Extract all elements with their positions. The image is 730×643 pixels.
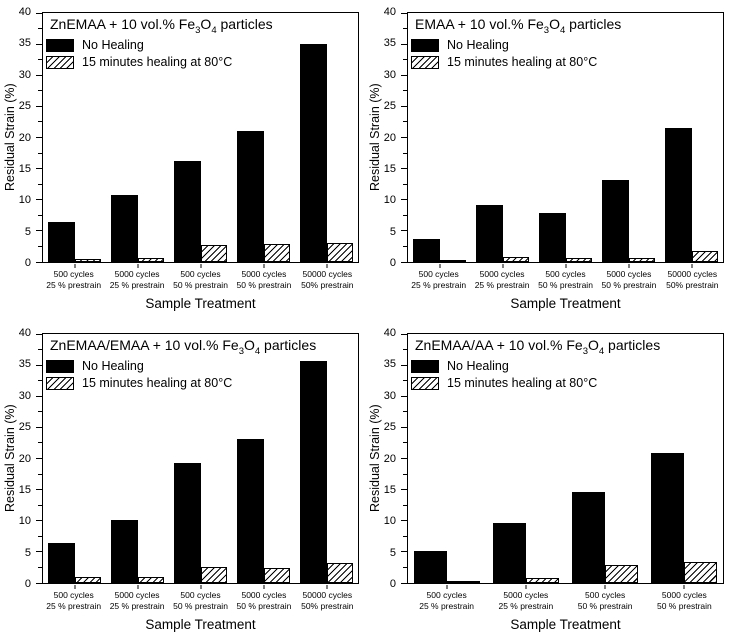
y-tick-label: 5 — [389, 546, 396, 559]
bar-healed — [201, 245, 227, 262]
y-major-tick — [36, 168, 42, 169]
category-label-line: 25 % prestrain — [411, 280, 467, 291]
title-text: ZnEMAA/EMAA + 10 vol.% Fe — [50, 337, 239, 353]
category-label-line: 50 % prestrain — [236, 280, 292, 291]
category-label — [42, 590, 105, 613]
category-label-line: 500 cycles — [418, 269, 459, 279]
y-tick-label: 25 — [383, 100, 396, 113]
y-major-tick — [36, 551, 42, 552]
category-label-line: 500 cycles — [545, 269, 586, 279]
y-minor-tick — [38, 442, 42, 443]
y-major-tick — [36, 365, 42, 366]
title-text: O — [243, 337, 255, 353]
title-subscript: 4 — [211, 24, 217, 36]
y-axis-label: Residual Strain (%) — [368, 404, 382, 513]
title-text: O — [549, 16, 560, 32]
y-minor-tick — [38, 90, 42, 91]
title-text: O — [587, 337, 599, 353]
bar-no-healing — [111, 195, 137, 262]
bar-no-healing — [651, 453, 684, 583]
y-tick-label: 25 — [18, 421, 31, 434]
x-axis-tick — [74, 264, 75, 268]
category-label — [407, 269, 470, 292]
y-tick-labels — [0, 6, 33, 269]
category-label-line: 5000 cycles — [241, 269, 287, 279]
y-major-tick — [401, 168, 407, 169]
bar-no-healing — [48, 543, 74, 583]
y-tick-label: 5 — [389, 225, 396, 238]
y-major-tick — [36, 489, 42, 490]
category-label-line: 5000 cycles — [241, 590, 287, 600]
y-minor-tick — [403, 215, 407, 216]
category-label-line: 50 % prestrain — [656, 601, 712, 612]
bar-healed — [327, 563, 353, 583]
bar-healed — [440, 260, 466, 262]
category-label-line: 500 cycles — [426, 590, 467, 600]
x-axis-tick — [200, 585, 201, 589]
y-major-tick — [36, 44, 42, 45]
bar-healed — [692, 251, 718, 262]
x-axis-tick — [439, 264, 440, 268]
y-minor-tick — [403, 246, 407, 247]
category-label — [661, 269, 724, 292]
bar-group — [106, 334, 169, 583]
category-labels — [42, 269, 359, 292]
x-axis-tick — [200, 264, 201, 268]
y-tick-label: 30 — [383, 389, 396, 402]
category-label — [232, 590, 295, 613]
bar-group — [169, 13, 232, 262]
category-label-line: 50 % prestrain — [236, 601, 292, 612]
category-label — [42, 269, 105, 292]
y-tick-label: 35 — [18, 37, 31, 50]
y-major-tick — [401, 583, 407, 584]
bar-healed — [526, 578, 559, 583]
y-major-tick — [401, 365, 407, 366]
chart-panel-znemaa-emaa — [0, 321, 365, 643]
bar-no-healing — [300, 44, 326, 262]
bar-no-healing — [414, 551, 447, 583]
y-tick-label: 20 — [18, 452, 31, 465]
bar-group — [232, 334, 295, 583]
y-major-tick — [36, 520, 42, 521]
x-axis-tick — [683, 585, 684, 589]
x-axis-label: Sample Treatment — [510, 617, 621, 632]
category-label-line: 50 % prestrain — [577, 601, 633, 612]
y-major-tick — [36, 583, 42, 584]
title-subscript: 3 — [543, 24, 550, 36]
title-subscript: 3 — [238, 345, 244, 357]
bar-group — [644, 334, 723, 583]
y-minor-tick — [38, 153, 42, 154]
y-minor-tick — [38, 121, 42, 122]
y-tick-label: 15 — [18, 162, 31, 175]
x-axis-tick — [137, 264, 138, 268]
category-label-line: 25 % prestrain — [474, 280, 530, 291]
category-label-line: 5000 cycles — [114, 590, 160, 600]
y-minor-tick — [38, 184, 42, 185]
category-label-line: 50 % prestrain — [173, 601, 228, 612]
y-minor-tick — [38, 536, 42, 537]
category-label-line: 50% prestrain — [666, 280, 719, 291]
category-label-line: 5000 cycles — [114, 269, 160, 279]
bar-no-healing — [665, 128, 691, 262]
x-axis-tick — [604, 585, 605, 589]
y-minor-tick — [403, 28, 407, 29]
y-major-tick — [401, 396, 407, 397]
plot-area — [42, 12, 359, 263]
title-text: particles — [604, 337, 661, 353]
bar-healed — [75, 259, 101, 262]
category-label-line: 500 cycles — [180, 590, 221, 600]
y-minor-tick — [38, 28, 42, 29]
category-label — [296, 269, 359, 292]
bar-no-healing — [174, 161, 200, 262]
y-tick-label: 0 — [24, 257, 31, 269]
title-text: ZnEMAA/AA + 10 vol.% Fe — [415, 337, 583, 353]
y-tick-labels — [0, 327, 33, 590]
category-label-line: 50000 cycles — [667, 269, 718, 279]
bar-group — [660, 13, 723, 262]
y-minor-tick — [38, 349, 42, 350]
category-label-line: 50 % prestrain — [173, 280, 228, 291]
category-label — [105, 269, 168, 292]
bar-healed — [75, 577, 101, 583]
y-tick-labels — [365, 6, 398, 269]
category-label — [597, 269, 660, 292]
y-major-tick — [36, 427, 42, 428]
category-label-line: 25 % prestrain — [46, 280, 102, 291]
y-axis-label: Residual Strain (%) — [368, 83, 382, 192]
category-label-line: 500 cycles — [53, 269, 94, 279]
y-minor-tick — [403, 90, 407, 91]
category-label-line: 5000 cycles — [503, 590, 549, 600]
y-major-tick — [401, 489, 407, 490]
chart-panel-znemaa — [0, 0, 365, 321]
bar-healed — [605, 565, 638, 583]
y-major-tick — [36, 230, 42, 231]
bar-groups — [408, 13, 723, 262]
bar-no-healing — [413, 239, 439, 262]
y-minor-tick — [38, 215, 42, 216]
x-axis-tick — [565, 264, 566, 268]
y-major-tick — [401, 199, 407, 200]
legend-label: 15 minutes healing at 80°C — [447, 376, 598, 390]
bar-group — [43, 13, 106, 262]
category-label-line: 25 % prestrain — [419, 601, 475, 612]
chart-panel-znemaa-aa — [365, 321, 730, 643]
x-axis-tick — [74, 585, 75, 589]
y-major-tick — [36, 262, 42, 263]
y-tick-label: 0 — [389, 578, 396, 590]
bar-healed — [327, 243, 353, 262]
y-minor-tick — [403, 349, 407, 350]
category-label — [407, 590, 486, 613]
bar-healed — [503, 257, 529, 262]
category-labels — [42, 590, 359, 613]
plot-area — [407, 333, 724, 584]
bar-group — [408, 334, 487, 583]
category-label-line: 5000 cycles — [606, 269, 652, 279]
y-major-tick — [401, 262, 407, 263]
y-tick-label: 5 — [24, 546, 31, 559]
title-text: EMAA + 10 vol.% Fe — [415, 16, 544, 32]
y-minor-tick — [38, 411, 42, 412]
bar-group — [487, 334, 566, 583]
bar-no-healing — [237, 131, 263, 262]
bar-group — [106, 13, 169, 262]
title-text: particles — [216, 16, 273, 32]
y-major-tick — [36, 13, 42, 14]
legend-label: No Healing — [82, 38, 144, 52]
y-major-tick — [36, 199, 42, 200]
bar-group — [534, 13, 597, 262]
bar-healed — [138, 258, 164, 262]
category-label — [105, 590, 168, 613]
legend-label: No Healing — [447, 38, 509, 52]
x-axis-tick — [263, 585, 264, 589]
y-major-tick — [36, 137, 42, 138]
x-axis-label: Sample Treatment — [510, 296, 621, 311]
category-label-line: 50% prestrain — [301, 601, 354, 612]
x-axis-tick — [526, 585, 527, 589]
category-label — [232, 269, 295, 292]
title-text: ZnEMAA + 10 vol.% Fe — [50, 16, 196, 32]
y-major-tick — [401, 334, 407, 335]
bar-group — [169, 334, 232, 583]
category-label — [566, 590, 645, 613]
y-tick-label: 35 — [383, 37, 396, 50]
title-subscript: 4 — [254, 345, 261, 357]
y-tick-label: 25 — [383, 421, 396, 434]
y-major-tick — [36, 334, 42, 335]
y-tick-label: 40 — [383, 6, 396, 18]
category-label-line: 25 % prestrain — [109, 601, 165, 612]
x-axis-tick — [691, 264, 692, 268]
y-axis-label: Residual Strain (%) — [3, 83, 17, 192]
category-label-line: 50 % prestrain — [538, 280, 593, 291]
title-subscript: 3 — [195, 24, 201, 36]
x-axis-tick — [628, 264, 629, 268]
y-major-tick — [36, 396, 42, 397]
bar-group — [295, 334, 358, 583]
y-tick-label: 20 — [18, 131, 31, 144]
y-minor-tick — [403, 380, 407, 381]
category-label-line: 50 % prestrain — [601, 280, 657, 291]
bar-group — [295, 13, 358, 262]
x-axis-tick — [263, 264, 264, 268]
y-major-tick — [36, 106, 42, 107]
category-label — [470, 269, 533, 292]
bar-healed — [264, 568, 290, 583]
category-label-line: 5000 cycles — [479, 269, 525, 279]
category-label-line: 500 cycles — [585, 590, 626, 600]
bar-healed — [201, 567, 227, 583]
y-tick-labels — [365, 327, 398, 590]
y-tick-label: 30 — [383, 68, 396, 81]
bar-group — [408, 13, 471, 262]
bar-healed — [447, 581, 480, 583]
y-major-tick — [401, 13, 407, 14]
plot-area — [407, 12, 724, 263]
y-tick-label: 10 — [383, 515, 396, 528]
category-label — [534, 269, 597, 292]
y-minor-tick — [38, 380, 42, 381]
bar-group — [43, 334, 106, 583]
y-major-tick — [401, 427, 407, 428]
title-text: particles — [260, 337, 317, 353]
y-major-tick — [401, 75, 407, 76]
category-label-line: 500 cycles — [180, 269, 221, 279]
bar-healed — [629, 258, 655, 262]
x-axis-tick — [447, 585, 448, 589]
x-axis-tick — [137, 585, 138, 589]
y-minor-tick — [403, 536, 407, 537]
y-minor-tick — [403, 59, 407, 60]
y-tick-label: 15 — [383, 162, 396, 175]
category-label-line: 25 % prestrain — [46, 601, 102, 612]
bar-no-healing — [48, 222, 74, 262]
y-major-tick — [401, 106, 407, 107]
y-tick-label: 30 — [18, 68, 31, 81]
y-minor-tick — [403, 442, 407, 443]
x-axis-label: Sample Treatment — [145, 617, 256, 632]
x-axis-label: Sample Treatment — [145, 296, 256, 311]
y-major-tick — [36, 75, 42, 76]
bar-no-healing — [476, 205, 502, 262]
x-axis-tick — [326, 264, 327, 268]
bar-no-healing — [300, 361, 326, 583]
y-tick-label: 10 — [18, 194, 31, 207]
category-label-line: 50000 cycles — [302, 590, 353, 600]
y-tick-label: 20 — [383, 131, 396, 144]
y-minor-tick — [403, 121, 407, 122]
y-major-tick — [401, 230, 407, 231]
bar-groups — [43, 334, 358, 583]
y-tick-label: 30 — [18, 389, 31, 402]
x-axis-tick — [502, 264, 503, 268]
bar-no-healing — [111, 520, 137, 583]
category-labels — [407, 269, 724, 292]
y-minor-tick — [403, 153, 407, 154]
y-tick-label: 15 — [18, 483, 31, 496]
bar-no-healing — [572, 492, 605, 584]
chart-panel-emaa — [365, 0, 730, 321]
x-axis-tick — [326, 585, 327, 589]
y-major-tick — [401, 458, 407, 459]
y-minor-tick — [403, 474, 407, 475]
category-label-line: 25 % prestrain — [498, 601, 554, 612]
bar-no-healing — [174, 463, 200, 583]
category-labels — [407, 590, 724, 613]
y-major-tick — [36, 458, 42, 459]
legend-label: 15 minutes healing at 80°C — [82, 376, 233, 390]
title-subscript: 4 — [559, 24, 566, 36]
y-tick-label: 0 — [24, 578, 31, 590]
y-tick-label: 40 — [18, 327, 31, 339]
y-tick-label: 5 — [24, 225, 31, 238]
category-label-line: 500 cycles — [53, 590, 94, 600]
y-minor-tick — [38, 505, 42, 506]
y-tick-label: 35 — [18, 358, 31, 371]
bar-healed — [264, 244, 290, 262]
bar-healed — [566, 258, 592, 262]
category-label — [169, 590, 232, 613]
y-major-tick — [401, 44, 407, 45]
bar-no-healing — [237, 439, 263, 583]
title-text: O — [200, 16, 212, 32]
bar-group — [566, 334, 645, 583]
bar-no-healing — [539, 213, 565, 262]
category-label-line: 25 % prestrain — [109, 280, 165, 291]
y-minor-tick — [38, 59, 42, 60]
bar-no-healing — [493, 523, 526, 583]
y-major-tick — [401, 551, 407, 552]
title-subscript: 4 — [598, 345, 605, 357]
y-minor-tick — [38, 474, 42, 475]
category-label-line: 5000 cycles — [661, 590, 707, 600]
y-minor-tick — [403, 411, 407, 412]
y-tick-label: 0 — [389, 257, 396, 269]
title-text: particles — [565, 16, 622, 32]
bar-no-healing — [602, 180, 628, 262]
bar-groups — [43, 13, 358, 262]
bar-healed — [684, 562, 717, 583]
y-axis-label: Residual Strain (%) — [3, 404, 17, 513]
y-minor-tick — [38, 567, 42, 568]
legend-label: 15 minutes healing at 80°C — [82, 55, 233, 69]
y-minor-tick — [403, 505, 407, 506]
y-tick-label: 40 — [18, 6, 31, 18]
category-label — [645, 590, 724, 613]
category-label-line: 50000 cycles — [302, 269, 353, 279]
y-tick-label: 10 — [18, 515, 31, 528]
category-label-line: 50% prestrain — [301, 280, 354, 291]
y-minor-tick — [403, 567, 407, 568]
bar-group — [471, 13, 534, 262]
legend-label: No Healing — [82, 359, 144, 373]
category-label — [296, 590, 359, 613]
category-label — [169, 269, 232, 292]
title-subscript: 3 — [582, 345, 588, 357]
y-minor-tick — [38, 246, 42, 247]
plot-area — [42, 333, 359, 584]
legend-label: 15 minutes healing at 80°C — [447, 55, 598, 69]
bar-groups — [408, 334, 723, 583]
y-major-tick — [401, 137, 407, 138]
bar-healed — [138, 577, 164, 583]
y-tick-label: 10 — [383, 194, 396, 207]
y-tick-label: 25 — [18, 100, 31, 113]
y-tick-label: 15 — [383, 483, 396, 496]
y-minor-tick — [403, 184, 407, 185]
bar-group — [597, 13, 660, 262]
y-tick-label: 35 — [383, 358, 396, 371]
y-tick-label: 40 — [383, 327, 396, 339]
legend-label: No Healing — [447, 359, 509, 373]
y-tick-label: 20 — [383, 452, 396, 465]
category-label — [486, 590, 565, 613]
y-major-tick — [401, 520, 407, 521]
bar-group — [232, 13, 295, 262]
